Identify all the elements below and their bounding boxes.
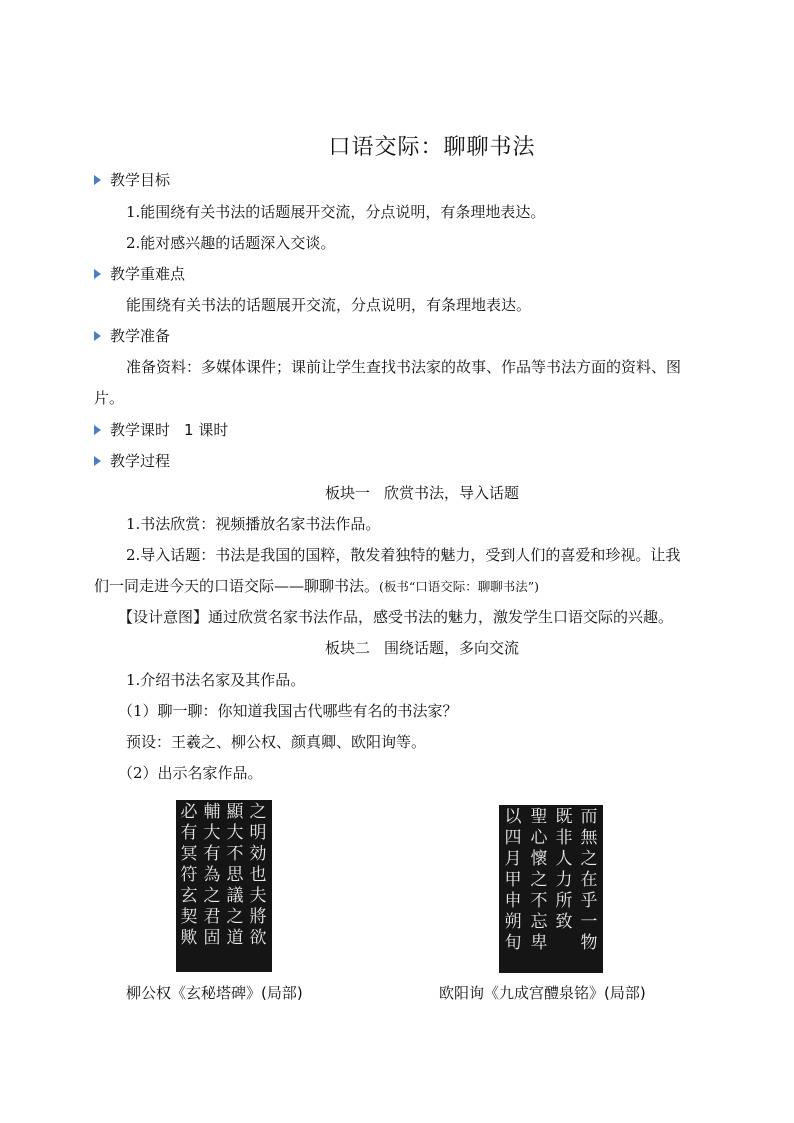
- triangle-bullet-icon: [94, 175, 101, 185]
- section-prep: [94, 324, 794, 348]
- triangle-bullet-icon: [94, 425, 101, 435]
- calligraphy-column: 之明効也夫將欲: [249, 802, 267, 948]
- goal-item: 1.能围绕有关书法的话题展开交流，分点说明，有条理地表达。: [126, 203, 546, 221]
- block1-item: 2.导入话题：书法是我国的国粹，散发着独特的魅力，受到人们的喜爱和珍视。让我: [126, 546, 681, 564]
- board-note: (板书“口语交际：聊聊书法”): [379, 579, 540, 594]
- key-text: 能围绕有关书法的话题展开交流，分点说明，有条理地表达。: [126, 296, 532, 314]
- calligraphy-column: 必有冥符玄契歟: [180, 802, 198, 948]
- section-key: [94, 262, 794, 286]
- triangle-bullet-icon: [94, 269, 101, 279]
- image-caption-right: 欧阳询《九成宫醴泉铭》(局部): [439, 984, 646, 1002]
- block1-item: 1.书法欣赏：视频播放名家书法作品。: [126, 515, 381, 533]
- page-title: 口语交际：聊聊书法: [328, 135, 536, 160]
- triangle-bullet-icon: [94, 456, 101, 466]
- calligraphy-column: 輔大有為之君固: [203, 802, 221, 948]
- period-value: 1 课时: [184, 421, 229, 439]
- prep-text: 准备资料：多媒体课件；课前让学生查找书法家的故事、作品等书法方面的资料、图: [126, 358, 682, 376]
- section-heading: 教学目标: [110, 171, 171, 189]
- design-intent: 【设计意图】通过欣赏名家书法作品，感受书法的魅力，激发学生口语交际的兴趣。: [118, 608, 674, 626]
- calligraphy-column: 而無之在乎一物: [580, 807, 598, 953]
- section-heading: 教学课时: [110, 421, 171, 439]
- section-goals: [94, 168, 794, 192]
- goal-item: 2.能对感兴趣的话题深入交谈。: [126, 234, 336, 252]
- section-heading: 教学过程: [110, 452, 171, 470]
- triangle-bullet-icon: [94, 331, 101, 341]
- section-period: [94, 418, 794, 442]
- calligraphy-image-ouyang: [499, 805, 603, 973]
- block2-heading: 板块二 围绕话题，多向交流: [324, 639, 520, 657]
- calligraphy-image-liu: [176, 800, 272, 972]
- calligraphy-column: 顯大不思議之道: [226, 802, 244, 948]
- calligraphy-column: 既非人力所致: [555, 807, 573, 932]
- question-1: （1）聊一聊：你知道我国古代哪些有名的书法家？: [118, 702, 458, 720]
- section-heading: 教学重难点: [110, 265, 186, 283]
- block2-item: 1.介绍书法名家及其作品。: [126, 671, 306, 689]
- calligraphy-column: 以四月甲申朔旬: [504, 807, 522, 953]
- prep-text-cont: 片。: [94, 389, 125, 407]
- question-2: （2）出示名家作品。: [118, 764, 263, 782]
- block1-item-cont: 们一同走进今天的口语交际——聊聊书法。(板书“口语交际：聊聊书法”): [94, 577, 540, 595]
- image-caption-left: 柳公权《玄秘塔碑》(局部): [126, 984, 303, 1002]
- section-process: [94, 449, 794, 473]
- calligraphy-column: 聖心懷之不忘卑: [530, 807, 548, 953]
- block1-heading: 板块一 欣赏书法，导入话题: [324, 484, 520, 502]
- preset-answer: 预设：王羲之、柳公权、颜真卿、欧阳询等。: [126, 733, 427, 751]
- section-heading: 教学准备: [110, 327, 171, 345]
